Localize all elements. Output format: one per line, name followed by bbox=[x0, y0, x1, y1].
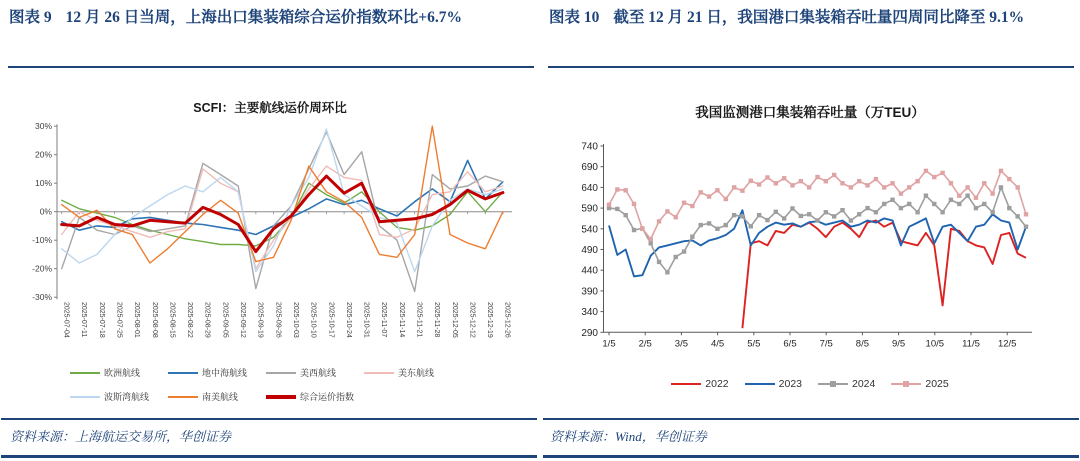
x-axis-date-label: 2025-07-04 bbox=[62, 302, 70, 338]
series-marker-2024 bbox=[1015, 214, 1019, 218]
series-marker-2024 bbox=[657, 260, 661, 264]
y-axis-tick-label: 340 bbox=[581, 307, 598, 319]
y-axis-tick-label: 590 bbox=[581, 203, 598, 215]
series-marker-2025 bbox=[890, 181, 894, 185]
series-marker-2025 bbox=[724, 197, 728, 201]
series-marker-2024 bbox=[707, 221, 711, 225]
legend-item-2024 bbox=[818, 378, 875, 390]
x-axis-date-label: 2025-11-28 bbox=[433, 302, 441, 338]
legend-label: 南美航线 bbox=[202, 392, 239, 402]
series-marker-2024 bbox=[949, 198, 953, 202]
x-axis-date-label: 2025-09-19 bbox=[256, 302, 264, 338]
x-axis-date-label: 2025-11-07 bbox=[380, 302, 388, 338]
scfi-chart-legend bbox=[70, 366, 462, 403]
legend-swatch-南美航线 bbox=[168, 393, 198, 400]
series-marker-2025 bbox=[865, 183, 869, 187]
series-marker-2024 bbox=[915, 210, 919, 214]
port-throughput-chart-title: 我国监测港口集装箱吞吐量（万TEU） bbox=[695, 105, 925, 120]
series-marker-2024 bbox=[882, 202, 886, 206]
series-marker-2024 bbox=[782, 216, 786, 220]
series-marker-2024 bbox=[890, 198, 894, 202]
bottom-divider-right bbox=[543, 455, 1079, 458]
legend-item-地中海航线 bbox=[168, 366, 266, 379]
series-marker-2025 bbox=[807, 185, 811, 189]
series-marker-2025 bbox=[632, 202, 636, 206]
x-axis-date-label: 2025-10-03 bbox=[291, 302, 299, 338]
series-marker-2025 bbox=[965, 185, 969, 189]
series-marker-2024 bbox=[999, 185, 1003, 189]
series-line-2022 bbox=[742, 221, 1026, 329]
y-axis-tick-label: 540 bbox=[581, 224, 598, 236]
series-marker-2025 bbox=[990, 191, 994, 195]
series-marker-2025 bbox=[999, 169, 1003, 173]
legend-swatch-美西航线 bbox=[266, 369, 296, 376]
series-marker-2025 bbox=[799, 179, 803, 183]
source-note-left: 资料来源：上海航运交易所，华创证券 bbox=[10, 429, 232, 444]
source-divider-right bbox=[543, 418, 1079, 420]
series-marker-2025 bbox=[640, 227, 644, 231]
series-marker-2025 bbox=[824, 179, 828, 183]
port-throughput-legend bbox=[540, 378, 1080, 390]
series-marker-2025 bbox=[1024, 212, 1028, 216]
series-marker-2025 bbox=[924, 169, 928, 173]
x-axis-date-label: 2025-12-26 bbox=[503, 302, 511, 338]
series-marker-2025 bbox=[749, 179, 753, 183]
y-axis-tick-label: 690 bbox=[581, 162, 598, 174]
x-axis-month-label: 6/5 bbox=[783, 338, 797, 350]
legend-item-美东航线 bbox=[364, 366, 462, 379]
legend-item-波斯湾航线 bbox=[70, 390, 168, 403]
source-note-right: 资料来源：Wind，华创证券 bbox=[550, 429, 707, 444]
legend-item-美西航线 bbox=[266, 366, 364, 379]
series-marker-2024 bbox=[1024, 225, 1028, 229]
x-axis-date-label: 2025-09-26 bbox=[274, 302, 282, 338]
legend-label: 美西航线 bbox=[300, 368, 337, 378]
series-marker-2025 bbox=[765, 175, 769, 179]
series-marker-2024 bbox=[665, 270, 669, 274]
x-axis-date-label: 2025-08-08 bbox=[150, 302, 158, 338]
series-marker-2024 bbox=[932, 202, 936, 206]
y-axis-tick-label: 20% bbox=[34, 149, 52, 160]
y-axis-tick-label: 10% bbox=[34, 178, 52, 189]
series-marker-2025 bbox=[715, 188, 719, 192]
series-marker-2025 bbox=[1007, 177, 1011, 181]
y-axis-tick-label: 440 bbox=[581, 265, 598, 277]
x-axis-date-label: 2025-12-12 bbox=[468, 302, 476, 338]
series-marker-2025 bbox=[849, 185, 853, 189]
legend-label: 2022 bbox=[705, 378, 729, 390]
series-marker-2024 bbox=[815, 218, 819, 222]
series-marker-2025 bbox=[782, 176, 786, 180]
x-axis-date-label: 2025-10-31 bbox=[362, 302, 370, 338]
series-marker-2024 bbox=[682, 249, 686, 253]
legend-item-欧洲航线 bbox=[70, 366, 168, 379]
x-axis-date-label: 2025-09-12 bbox=[239, 302, 246, 338]
series-marker-2024 bbox=[632, 228, 636, 232]
legend-swatch-2023 bbox=[745, 381, 775, 388]
series-marker-2024 bbox=[715, 227, 719, 231]
x-axis-date-label: 2025-08-01 bbox=[133, 302, 141, 338]
series-marker-2024 bbox=[865, 206, 869, 210]
legend-swatch-2022 bbox=[671, 381, 701, 388]
series-marker-2025 bbox=[915, 179, 919, 183]
legend-swatch-地中海航线 bbox=[168, 369, 198, 376]
x-axis-month-label: 5/5 bbox=[747, 338, 761, 350]
series-marker-2024 bbox=[765, 218, 769, 222]
series-marker-2025 bbox=[857, 179, 861, 183]
x-axis-date-label: 2025-07-18 bbox=[97, 302, 105, 338]
series-marker-2025 bbox=[1015, 185, 1019, 189]
series-marker-2025 bbox=[907, 185, 911, 189]
series-marker-2024 bbox=[857, 212, 861, 216]
legend-swatch-波斯湾航线 bbox=[70, 393, 100, 400]
figure-label-left: 图表 9 bbox=[9, 9, 52, 26]
x-axis-month-label: 10/5 bbox=[925, 338, 945, 350]
series-marker-2025 bbox=[982, 181, 986, 185]
series-marker-2025 bbox=[740, 189, 744, 193]
series-marker-2024 bbox=[774, 210, 778, 214]
x-axis-date-label: 2025-11-14 bbox=[397, 302, 405, 338]
legend-label: 综合运价指数 bbox=[300, 392, 355, 402]
x-axis-date-label: 2025-10-17 bbox=[327, 302, 335, 338]
series-marker-2024 bbox=[924, 193, 928, 197]
series-marker-2025 bbox=[757, 182, 761, 186]
y-axis-tick-label: 0% bbox=[39, 206, 52, 217]
x-axis-month-label: 1/5 bbox=[602, 338, 616, 350]
series-marker-2025 bbox=[932, 175, 936, 179]
x-axis-month-label: 8/5 bbox=[855, 338, 870, 350]
series-marker-2024 bbox=[1007, 206, 1011, 210]
series-marker-2024 bbox=[824, 210, 828, 214]
series-marker-2025 bbox=[649, 237, 653, 241]
series-marker-2024 bbox=[749, 224, 753, 228]
series-marker-2024 bbox=[899, 206, 903, 210]
x-axis-date-label: 2025-10-24 bbox=[344, 302, 352, 338]
series-marker-2025 bbox=[815, 175, 819, 179]
x-axis-date-label: 2025-08-15 bbox=[168, 302, 176, 338]
legend-label: 地中海航线 bbox=[202, 368, 248, 378]
series-marker-2024 bbox=[832, 214, 836, 218]
series-marker-2025 bbox=[682, 201, 686, 205]
series-marker-2025 bbox=[657, 219, 661, 223]
legend-swatch-2024 bbox=[818, 381, 848, 388]
x-axis-date-label: 2025-11-21 bbox=[415, 302, 423, 338]
series-marker-2024 bbox=[674, 255, 678, 259]
legend-label: 美东航线 bbox=[398, 368, 435, 378]
scfi-chart-title: SCFI：主要航线运价周环比 bbox=[193, 101, 347, 115]
series-marker-2025 bbox=[707, 194, 711, 198]
series-marker-2024 bbox=[807, 212, 811, 216]
series-marker-2024 bbox=[623, 213, 627, 217]
source-divider-left bbox=[1, 418, 537, 420]
legend-item-2023 bbox=[745, 378, 802, 390]
x-axis-date-label: 2025-08-29 bbox=[203, 302, 211, 338]
legend-item-2022 bbox=[671, 378, 728, 390]
x-axis-date-label: 2025-09-05 bbox=[221, 302, 229, 338]
legend-item-南美航线 bbox=[168, 390, 266, 403]
y-axis-tick-label: 30% bbox=[34, 121, 52, 132]
series-marker-2024 bbox=[940, 210, 944, 214]
series-marker-2024 bbox=[690, 234, 694, 238]
series-marker-2024 bbox=[840, 208, 844, 212]
y-axis-tick-label: 390 bbox=[581, 286, 598, 298]
legend-label: 波斯湾航线 bbox=[104, 392, 150, 402]
legend-item-综合运价指数 bbox=[266, 390, 364, 403]
x-axis-date-label: 2025-07-11 bbox=[80, 302, 88, 338]
series-marker-2024 bbox=[990, 210, 994, 214]
y-axis-tick-label: -20% bbox=[32, 263, 52, 274]
x-axis-date-label: 2025-07-25 bbox=[115, 302, 123, 338]
legend-swatch-综合运价指数 bbox=[266, 393, 296, 400]
series-marker-2024 bbox=[724, 223, 728, 227]
series-marker-2024 bbox=[757, 213, 761, 217]
series-marker-2024 bbox=[740, 214, 744, 218]
series-marker-2024 bbox=[799, 214, 803, 218]
series-marker-2024 bbox=[849, 218, 853, 222]
series-marker-2025 bbox=[615, 187, 619, 191]
series-marker-2025 bbox=[665, 209, 669, 213]
series-marker-2025 bbox=[874, 177, 878, 181]
x-axis-date-label: 2025-12-05 bbox=[450, 302, 458, 338]
series-marker-2025 bbox=[840, 181, 844, 185]
y-axis-tick-label: -10% bbox=[32, 235, 52, 246]
y-axis-tick-label: -30% bbox=[32, 292, 52, 303]
series-marker-2025 bbox=[832, 173, 836, 177]
legend-label: 2025 bbox=[925, 378, 949, 390]
figure-title-text-left: 12 月 26 日当周，上海出口集装箱综合运价指数环比+6.7% bbox=[65, 9, 462, 26]
series-marker-2025 bbox=[940, 171, 944, 175]
series-marker-2025 bbox=[732, 185, 736, 189]
series-marker-2025 bbox=[949, 181, 953, 185]
legend-label: 欧洲航线 bbox=[104, 368, 141, 378]
series-marker-2024 bbox=[699, 223, 703, 227]
series-marker-2025 bbox=[774, 181, 778, 185]
series-marker-2024 bbox=[974, 206, 978, 210]
figure-label-right: 图表 10 bbox=[549, 9, 600, 26]
series-marker-2025 bbox=[699, 190, 703, 194]
series-line-美东航线 bbox=[62, 166, 503, 269]
legend-swatch-2025 bbox=[891, 381, 921, 388]
series-marker-2024 bbox=[874, 210, 878, 214]
legend-item-2025 bbox=[891, 378, 948, 390]
series-marker-2024 bbox=[615, 207, 619, 211]
x-axis-date-label: 2025-08-22 bbox=[186, 302, 194, 338]
x-axis-date-label: 2025-12-19 bbox=[486, 302, 494, 338]
legend-label: 2023 bbox=[778, 378, 802, 390]
x-axis-month-label: 4/5 bbox=[710, 338, 725, 350]
bottom-divider-left bbox=[1, 455, 537, 458]
y-axis-tick-label: 290 bbox=[581, 327, 598, 339]
series-marker-2024 bbox=[649, 241, 653, 245]
figure-title-text-right: 截至 12 月 21 日，我国港口集装箱吞吐量四周同比降至 9.1% bbox=[613, 9, 1025, 26]
series-marker-2025 bbox=[607, 203, 611, 207]
series-marker-2025 bbox=[957, 193, 961, 197]
series-marker-2025 bbox=[674, 215, 678, 219]
series-marker-2024 bbox=[907, 202, 911, 206]
series-marker-2024 bbox=[732, 213, 736, 217]
x-axis-month-label: 2/5 bbox=[638, 338, 652, 350]
legend-swatch-欧洲航线 bbox=[70, 369, 100, 376]
legend-label: 2024 bbox=[852, 378, 876, 390]
series-marker-2025 bbox=[623, 188, 627, 192]
y-axis-tick-label: 740 bbox=[581, 141, 598, 153]
figure-panel-right bbox=[540, 0, 1080, 461]
series-marker-2025 bbox=[882, 185, 886, 189]
series-marker-2025 bbox=[790, 183, 794, 187]
series-marker-2024 bbox=[965, 193, 969, 197]
x-axis-month-label: 3/5 bbox=[674, 338, 689, 350]
series-marker-2025 bbox=[974, 196, 978, 200]
y-axis-tick-label: 640 bbox=[581, 182, 598, 194]
legend-swatch-美东航线 bbox=[364, 369, 394, 376]
x-axis-month-label: 7/5 bbox=[819, 338, 833, 350]
series-marker-2025 bbox=[690, 204, 694, 208]
series-marker-2024 bbox=[982, 202, 986, 206]
y-axis-tick-label: 490 bbox=[581, 245, 598, 256]
series-marker-2024 bbox=[957, 202, 961, 206]
x-axis-month-label: 12/5 bbox=[997, 338, 1017, 350]
series-marker-2024 bbox=[790, 206, 794, 210]
series-marker-2025 bbox=[899, 191, 903, 195]
port-throughput-chart bbox=[540, 0, 1080, 461]
x-axis-date-label: 2025-10-10 bbox=[309, 302, 317, 338]
x-axis-month-label: 11/5 bbox=[962, 338, 980, 350]
x-axis-month-label: 9/5 bbox=[891, 338, 906, 350]
